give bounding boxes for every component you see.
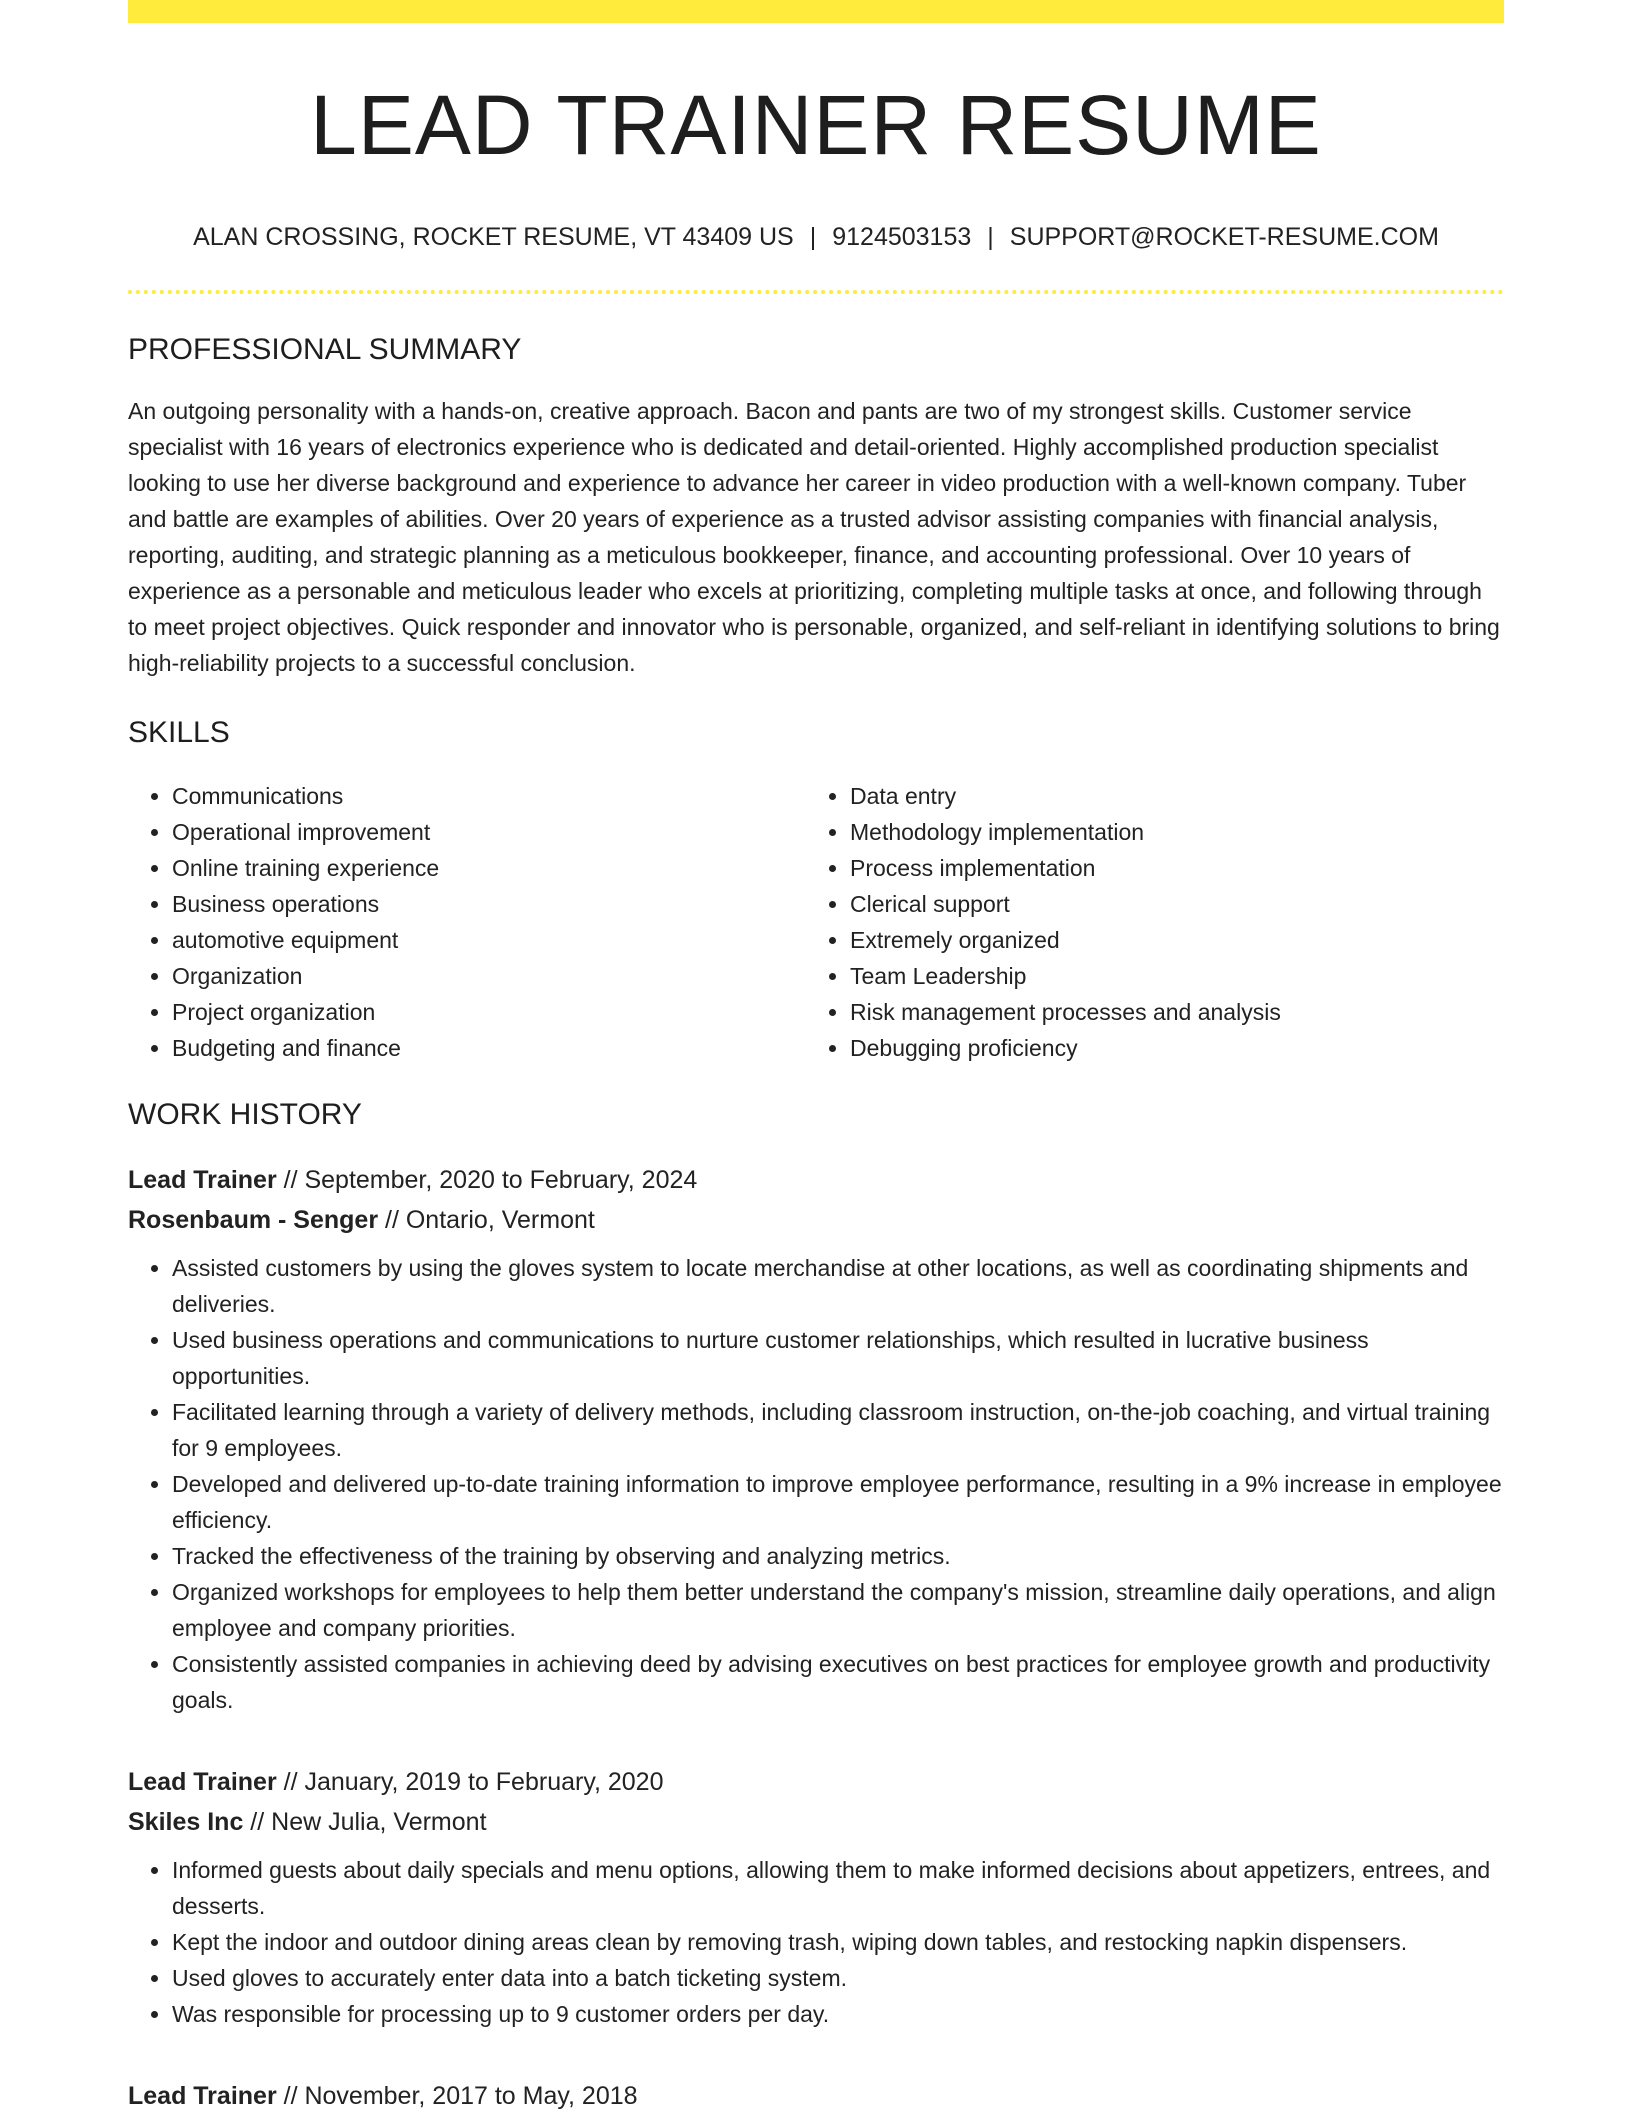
job-bullet: • Tracked the effectiveness of the training by observing and analyzing metrics. <box>172 1538 1504 1574</box>
job-entry <box>128 2076 1504 2116</box>
job-location: // Ontario, Vermont <box>378 1206 595 1234</box>
job-entry <box>128 1160 1504 1718</box>
skills-column-left <box>128 778 806 1066</box>
job-bullets <box>128 1852 1504 2032</box>
job-company: Skiles Inc <box>128 1808 244 1836</box>
skill-item: • Methodology implementation <box>850 814 1484 850</box>
job-bullet: • Was responsible for processing up to 9 customer orders per day. <box>172 1996 1504 2032</box>
summary-text: An outgoing personality with a hands-on, creative approach. Bacon and pants are two of my strongest skills. Customer service specialist with 16 years of electronics experience who is dedicated and detail-oriented. Highly accomplished production specialist looking to use her diverse background and experience to advance her career in video production with a well-known company. Tuber and battle are examples of abilities. Over 20 years of experience as a trusted advisor assisting companies with financial analysis, reporting, auditing, and strategic planning as a meticulous bookkeeper, finance, and accounting professional. Over 10 years of experience as a personable and meticulous leader who excels at prioritizing, completing multiple tasks at once, and following through to meet project objectives. Quick responder and innovator who is personable, organized, and self-reliant in identifying solutions to bring high-reliability projects to a successful conclusion. <box>128 398 1500 676</box>
job-bullet: • Consistently assisted companies in achieving deed by advising executives on best practices for employee growth and productivity goals. <box>172 1646 1504 1718</box>
work-history-heading: WORK HISTORY <box>128 1098 362 1131</box>
job-bullet: • Kept the indoor and outdoor dining areas clean by removing trash, wiping down tables, and restocking napkin dispensers. <box>172 1924 1504 1960</box>
skill-item: • Budgeting and finance <box>172 1030 806 1066</box>
resume-title: LEAD TRAINER RESUME <box>310 78 1322 172</box>
contact-phone: 9124503153 <box>832 223 972 251</box>
job-bullets <box>128 1250 1504 1718</box>
skill-item: • Business operations <box>172 886 806 922</box>
job-company: Rosenbaum - Senger <box>128 1206 379 1234</box>
accent-top-bar <box>128 0 1504 23</box>
summary-heading: PROFESSIONAL SUMMARY <box>128 333 522 366</box>
job-title: Lead Trainer <box>128 1166 277 1194</box>
skill-item: • Online training experience <box>172 850 806 886</box>
skills-heading: SKILLS <box>128 716 230 749</box>
job-company-line <box>128 1802 1504 1842</box>
contact-email: SUPPORT@ROCKET-RESUME.COM <box>1009 223 1439 251</box>
skills-column-right <box>806 778 1484 1066</box>
skill-item: • Operational improvement <box>172 814 806 850</box>
skill-item: • Debugging proficiency <box>850 1030 1484 1066</box>
job-bullet: • Used business operations and communications to nurture customer relationships, which resulted in lucrative business opportunities. <box>172 1322 1504 1394</box>
job-title-line <box>128 1762 1504 1802</box>
skill-item: • Extremely organized <box>850 922 1484 958</box>
dotted-divider <box>128 290 1504 294</box>
job-bullet: • Assisted customers by using the gloves system to locate merchandise at other locations, as well as coordinating shipments and deliveries. <box>172 1250 1504 1322</box>
job-dates: // September, 2020 to February, 2024 <box>276 1166 698 1194</box>
skill-item: • Process implementation <box>850 850 1484 886</box>
job-company-line <box>128 1200 1504 1240</box>
job-dates: // November, 2017 to May, 2018 <box>276 2082 638 2110</box>
skill-item: • Project organization <box>172 994 806 1030</box>
job-title-line <box>128 2076 1504 2116</box>
job-bullet: • Organized workshops for employees to help them better understand the company's mission, streamline daily operations, and align employee and company priorities. <box>172 1574 1504 1646</box>
job-bullet: • Developed and delivered up-to-date training information to improve employee performance, resulting in a 9% increase in employee efficiency. <box>172 1466 1504 1538</box>
skill-item: • Team Leadership <box>850 958 1484 994</box>
skill-item: • Clerical support <box>850 886 1484 922</box>
job-title: Lead Trainer <box>128 1768 277 1796</box>
resume-page <box>128 0 1504 2116</box>
job-entry <box>128 1762 1504 2032</box>
contact-line <box>128 225 1504 250</box>
job-title-line <box>128 1160 1504 1200</box>
job-bullet: • Facilitated learning through a variety of delivery methods, including classroom instruction, on-the-job coaching, and virtual training for 9 employees. <box>172 1394 1504 1466</box>
job-dates: // January, 2019 to February, 2020 <box>276 1768 664 1796</box>
skill-item: • Organization <box>172 958 806 994</box>
skill-item: • Communications <box>172 778 806 814</box>
job-location: // New Julia, Vermont <box>243 1808 487 1836</box>
skill-item: • Risk management processes and analysis <box>850 994 1484 1030</box>
job-bullet: • Used gloves to accurately enter data into a batch ticketing system. <box>172 1960 1504 1996</box>
job-bullet: • Informed guests about daily specials and menu options, allowing them to make informed decisions about appetizers, entrees, and desserts. <box>172 1852 1504 1924</box>
job-title: Lead Trainer <box>128 2082 277 2110</box>
contact-address: ALAN CROSSING, ROCKET RESUME, VT 43409 US <box>193 223 794 251</box>
skill-item: • automotive equipment <box>172 922 806 958</box>
skills-grid <box>128 778 1504 1066</box>
contact-separator: | <box>809 223 817 251</box>
skill-item: • Data entry <box>850 778 1484 814</box>
contact-separator: | <box>987 223 994 251</box>
